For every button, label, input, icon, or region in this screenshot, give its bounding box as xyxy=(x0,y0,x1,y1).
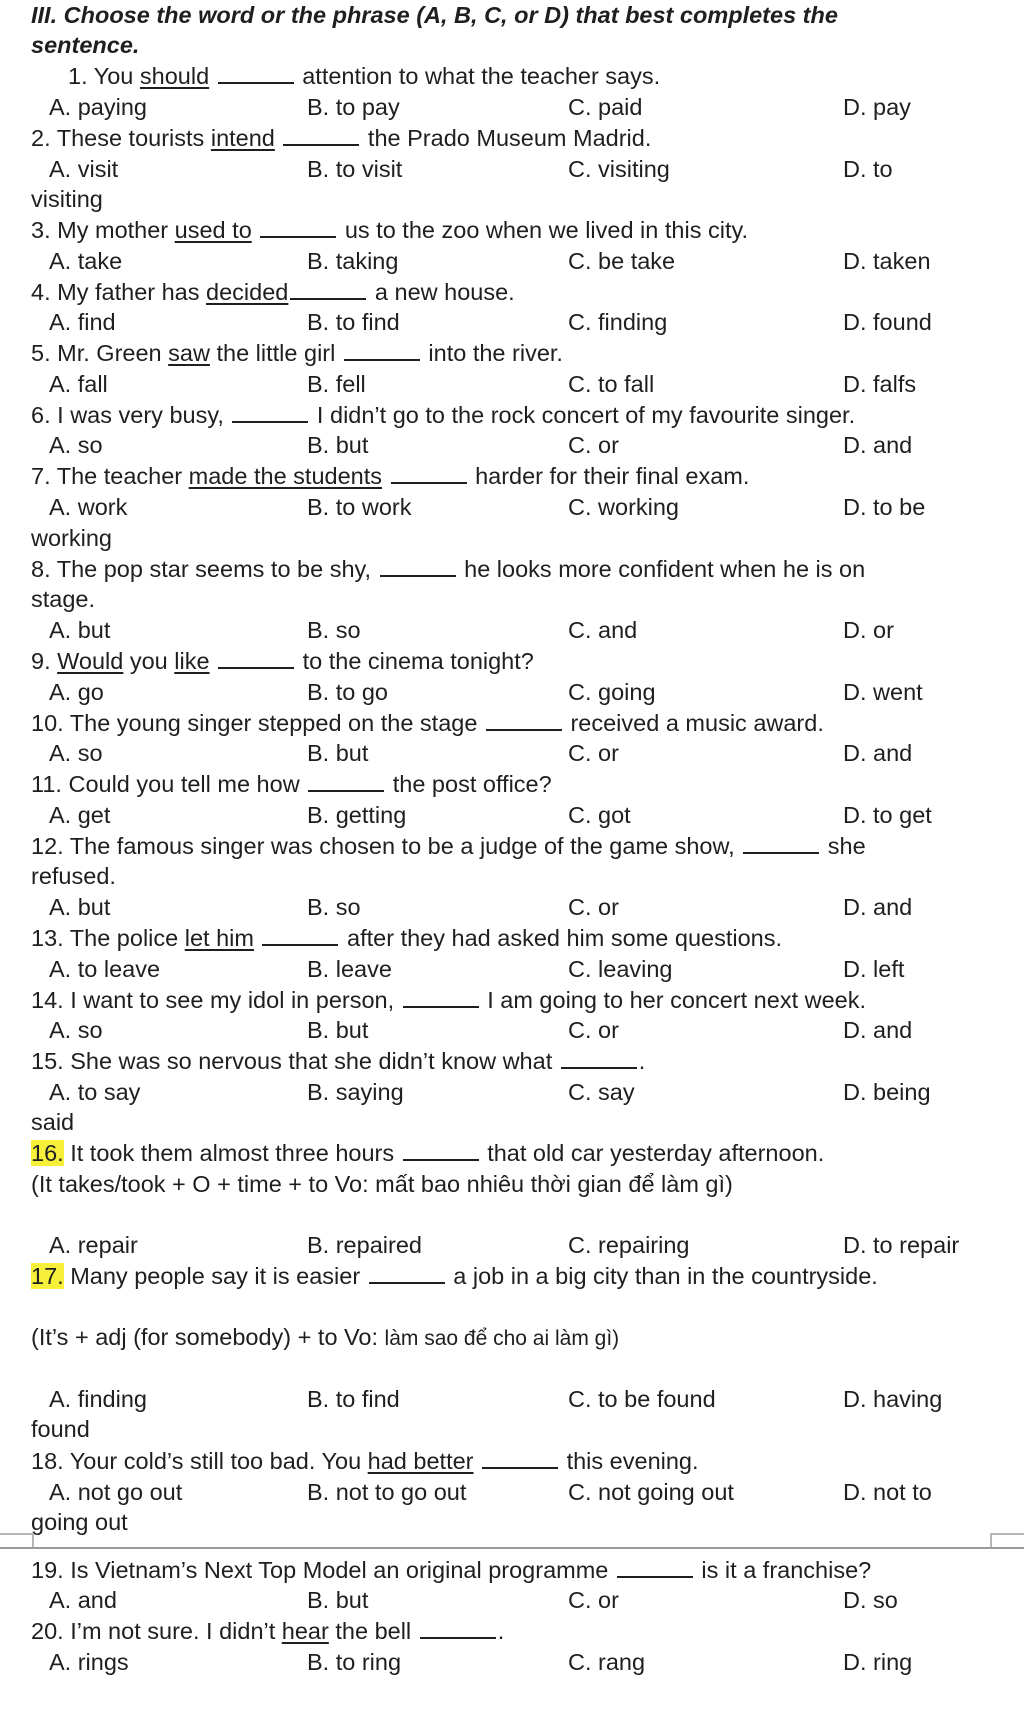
answer-blank xyxy=(308,789,384,792)
option-d[interactable]: D. pay xyxy=(843,94,911,120)
option-c[interactable]: C. paid xyxy=(568,94,643,120)
option-b[interactable]: B. but xyxy=(307,1587,369,1613)
option-a[interactable]: A. but xyxy=(49,617,111,643)
question-17: 17. Many people say it is easier a job in a big city than in the countryside. xyxy=(31,1263,878,1289)
option-b[interactable]: B. repaired xyxy=(307,1232,422,1258)
option-c[interactable]: C. or xyxy=(568,1587,619,1613)
option-b[interactable]: B. to find xyxy=(307,1386,400,1412)
question-15: 15. She was so nervous that she didn’t know what . xyxy=(31,1048,646,1074)
answer-blank xyxy=(391,481,467,484)
question-20: 20. I’m not sure. I didn’t hear the bell . xyxy=(31,1618,505,1644)
answer-blank xyxy=(482,1466,558,1469)
question-5: 5. Mr. Green saw the little girl into the river. xyxy=(31,340,563,366)
option-a[interactable]: A. fall xyxy=(49,371,108,397)
option-d-wrap: visiting xyxy=(31,186,103,212)
option-d[interactable]: D. not to xyxy=(843,1479,932,1505)
question-3: 3. My mother used to us to the zoo when we lived in this city. xyxy=(31,217,749,243)
page-break-divider xyxy=(0,1547,1024,1549)
answer-blank xyxy=(262,943,338,946)
option-b[interactable]: B. taking xyxy=(307,248,399,274)
answer-blank xyxy=(420,1636,496,1639)
option-b[interactable]: B. so xyxy=(307,617,361,643)
option-d[interactable]: D. so xyxy=(843,1587,898,1613)
question-12: 12. The famous singer was chosen to be a judge of the game show, she xyxy=(31,833,866,859)
option-a[interactable]: A. finding xyxy=(49,1386,147,1412)
option-b[interactable]: B. fell xyxy=(307,371,366,397)
grammar-note-17: (It’s + adj (for somebody) + to Vo: làm sao để cho ai làm gì) xyxy=(31,1324,620,1350)
option-c[interactable]: C. or xyxy=(568,1017,619,1043)
answer-blank xyxy=(260,235,336,238)
option-b[interactable]: B. but xyxy=(307,432,369,458)
question-14: 14. I want to see my idol in person, I am going to her concert next week. xyxy=(31,987,867,1013)
option-a[interactable]: A. to say xyxy=(49,1079,141,1105)
option-c[interactable]: C. going xyxy=(568,679,656,705)
option-a[interactable]: A. take xyxy=(49,248,123,274)
answer-blank xyxy=(617,1575,693,1578)
option-d[interactable]: D. and xyxy=(843,894,913,920)
question-2: 2. These tourists intend the Prado Museum Madrid. xyxy=(31,125,652,151)
option-b[interactable]: B. to find xyxy=(307,309,400,335)
answer-blank xyxy=(218,81,294,84)
option-a[interactable]: A. so xyxy=(49,432,103,458)
answer-blank xyxy=(344,358,420,361)
option-a[interactable]: A. and xyxy=(49,1587,117,1613)
option-a[interactable]: A. so xyxy=(49,740,103,766)
answer-blank xyxy=(561,1066,637,1069)
option-d[interactable]: D. found xyxy=(843,309,932,335)
question-4: 4. My father has decided a new house. xyxy=(31,279,515,305)
option-d-wrap: going out xyxy=(31,1509,128,1535)
option-a[interactable]: A. visit xyxy=(49,156,119,182)
option-d[interactable]: D. having xyxy=(843,1386,943,1412)
option-d[interactable]: D. to repair xyxy=(843,1232,960,1258)
option-a[interactable]: A. rings xyxy=(49,1649,129,1675)
option-a[interactable]: A. paying xyxy=(49,94,147,120)
option-d[interactable]: D. ring xyxy=(843,1649,913,1675)
option-d[interactable]: D. being xyxy=(843,1079,931,1105)
answer-blank xyxy=(380,574,456,577)
option-a[interactable]: A. go xyxy=(49,679,104,705)
answer-blank xyxy=(283,143,359,146)
question-1: 1. You should attention to what the teacher says. xyxy=(68,63,661,89)
option-b[interactable]: B. to go xyxy=(307,679,388,705)
question-16: 16. It took them almost three hours that old car yesterday afternoon. xyxy=(31,1140,825,1166)
highlighted-number: 17. xyxy=(31,1263,64,1289)
option-c[interactable]: C. leaving xyxy=(568,956,673,982)
option-b[interactable]: B. but xyxy=(307,1017,369,1043)
option-c[interactable]: C. to be found xyxy=(568,1386,716,1412)
question-18: 18. Your cold’s still too bad. You had better this evening. xyxy=(31,1448,699,1474)
option-c[interactable]: C. or xyxy=(568,894,619,920)
option-a[interactable]: A. but xyxy=(49,894,111,920)
option-a[interactable]: A. find xyxy=(49,309,116,335)
option-d[interactable]: D. to be xyxy=(843,494,926,520)
option-a[interactable]: A. get xyxy=(49,802,111,828)
option-b[interactable]: B. to work xyxy=(307,494,412,520)
option-c[interactable]: C. or xyxy=(568,432,619,458)
option-d[interactable]: D. left xyxy=(843,956,905,982)
option-c[interactable]: C. finding xyxy=(568,309,668,335)
question-13: 13. The police let him after they had asked him some questions. xyxy=(31,925,783,951)
option-a[interactable]: A. not go out xyxy=(49,1479,183,1505)
option-d[interactable]: D. and xyxy=(843,432,913,458)
option-d[interactable]: D. to get xyxy=(843,802,932,828)
option-c[interactable]: C. not going out xyxy=(568,1479,734,1505)
option-d[interactable]: D. taken xyxy=(843,248,931,274)
option-a[interactable]: A. work xyxy=(49,494,128,520)
question-12-wrap: refused. xyxy=(31,863,116,889)
option-d[interactable]: D. to xyxy=(843,156,893,182)
option-c[interactable]: C. or xyxy=(568,740,619,766)
question-11: 11. Could you tell me how the post office? xyxy=(31,771,552,797)
option-c[interactable]: C. and xyxy=(568,617,638,643)
option-b[interactable]: B. to ring xyxy=(307,1649,402,1675)
question-9: 9. Would you like to the cinema tonight? xyxy=(31,648,534,674)
option-b[interactable]: B. saying xyxy=(307,1079,404,1105)
question-8: 8. The pop star seems to be shy, he looks more confident when he is on xyxy=(31,556,866,582)
option-c[interactable]: C. working xyxy=(568,494,680,520)
option-b[interactable]: B. not to go out xyxy=(307,1479,467,1505)
option-d-wrap: working xyxy=(31,525,112,551)
instruction-line-1: III. Choose the word or the phrase (A, B, C, or D) that best completes the xyxy=(31,2,838,28)
option-d-wrap: found xyxy=(31,1416,90,1442)
instruction-line-2: sentence. xyxy=(31,32,140,58)
option-b[interactable]: B. leave xyxy=(307,956,392,982)
question-19: 19. Is Vietnam’s Next Top Model an original programme is it a franchise? xyxy=(31,1557,872,1583)
option-d[interactable]: D. and xyxy=(843,740,913,766)
answer-blank xyxy=(218,666,294,669)
option-b[interactable]: B. to pay xyxy=(307,94,400,120)
option-b[interactable]: B. to visit xyxy=(307,156,403,182)
answer-blank xyxy=(232,420,308,423)
option-c[interactable]: C. repairing xyxy=(568,1232,690,1258)
answer-blank xyxy=(403,1158,479,1161)
option-a[interactable]: A. so xyxy=(49,1017,103,1043)
answer-blank xyxy=(403,1005,479,1008)
answer-blank xyxy=(743,851,819,854)
question-10: 10. The young singer stepped on the stage received a music award. xyxy=(31,710,824,736)
option-d[interactable]: D. or xyxy=(843,617,894,643)
option-a[interactable]: A. to leave xyxy=(49,956,161,982)
option-b[interactable]: B. getting xyxy=(307,802,407,828)
option-c[interactable]: C. got xyxy=(568,802,631,828)
highlighted-number: 16. xyxy=(31,1140,64,1166)
option-d[interactable]: D. and xyxy=(843,1017,913,1043)
question-8-wrap: stage. xyxy=(31,586,96,612)
question-7: 7. The teacher made the students harder for their final exam. xyxy=(31,463,750,489)
option-d[interactable]: D. went xyxy=(843,679,923,705)
option-d-wrap: said xyxy=(31,1109,75,1135)
option-c[interactable]: C. rang xyxy=(568,1649,646,1675)
option-b[interactable]: B. so xyxy=(307,894,361,920)
answer-blank xyxy=(290,297,366,300)
answer-blank xyxy=(486,728,562,731)
question-6: 6. I was very busy, I didn’t go to the rock concert of my favourite singer. xyxy=(31,402,856,428)
answer-blank xyxy=(369,1281,445,1284)
option-c[interactable]: C. be take xyxy=(568,248,676,274)
option-d[interactable]: D. falfs xyxy=(843,371,917,397)
grammar-note-16: (It takes/took + O + time + to Vo: mất bao nhiêu thời gian để làm gì) xyxy=(31,1171,733,1197)
option-c[interactable]: C. say xyxy=(568,1079,635,1105)
option-b[interactable]: B. but xyxy=(307,740,369,766)
option-c[interactable]: C. to fall xyxy=(568,371,655,397)
option-c[interactable]: C. visiting xyxy=(568,156,670,182)
option-a[interactable]: A. repair xyxy=(49,1232,138,1258)
